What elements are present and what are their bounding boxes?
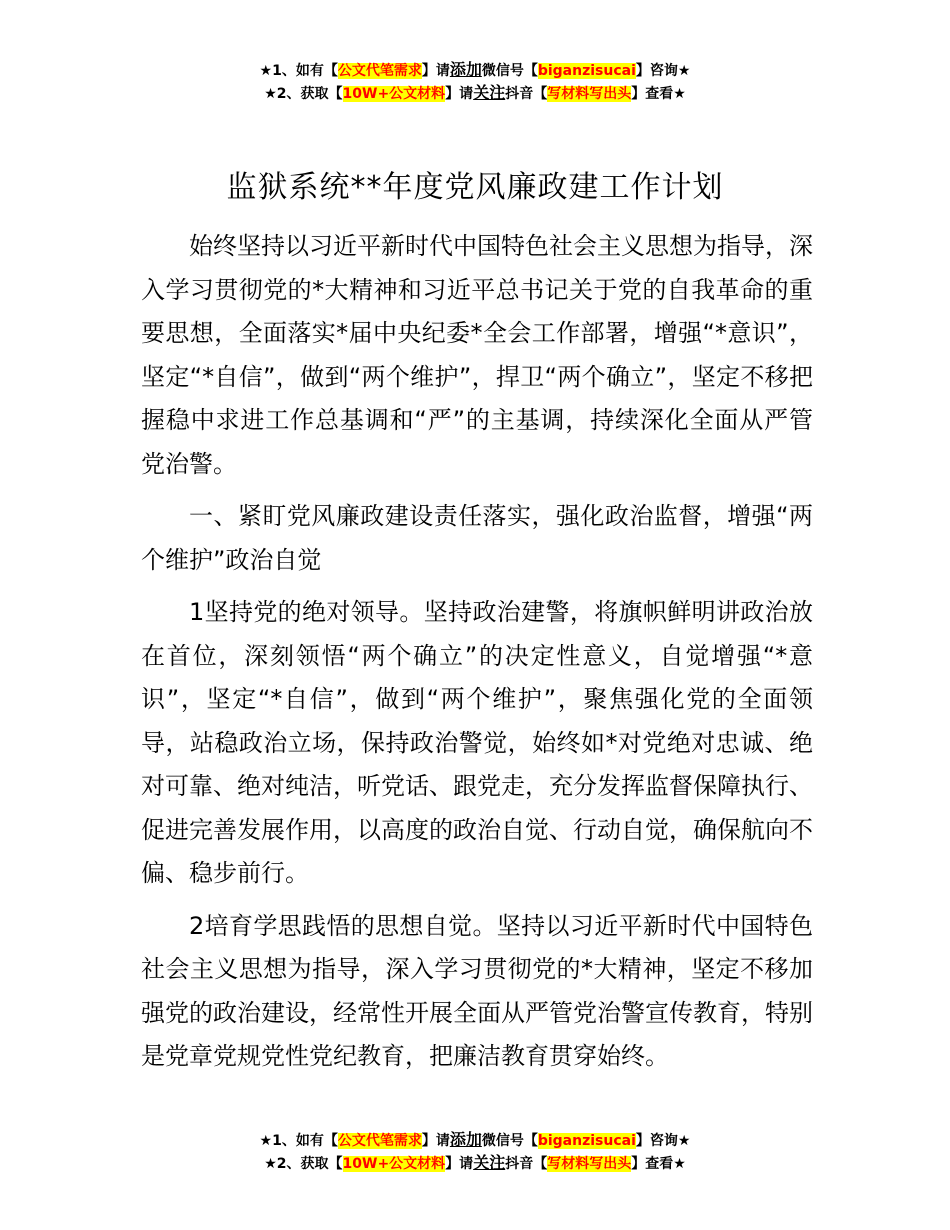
emphasis-add: 添加 bbox=[449, 1130, 482, 1149]
document-title: 监狱系统**年度党风廉政建工作计划 bbox=[226, 170, 724, 205]
promo-line-1: ★1、如有【公文代笔需求】请添加微信号【biganzisucai】咨询★ bbox=[259, 1130, 691, 1149]
document-body bbox=[141, 225, 813, 1088]
highlight-materials: 10W+公文材料 bbox=[342, 86, 446, 102]
paragraph-item-1: 1坚持党的绝对领导。坚持政治建警，将旗帜鲜明讲政治放在首位，深刻领悟“两个确立”的决定性意义，自觉增强“*意识”，坚定“*自信”，做到“两个维护”，聚焦强化党的全面领导，站稳政治立场，保持政治警觉，始终如*对党绝对忠诚、绝对可靠、绝对纯洁，听党话、跟党走，充分发挥监督保障执行、促进完善发展作用，以高度的政治自觉、行动自觉，确保航向不偏、稳步前行。 bbox=[141, 598, 813, 887]
section-heading-1: 一、紧盯党风廉政建设责任落实，强化政治监督，增强“两个维护”政治自觉 bbox=[141, 502, 813, 574]
promo-banner-top bbox=[0, 59, 950, 105]
highlight-materials: 10W+公文材料 bbox=[342, 1156, 446, 1172]
promo-line-2: ★2、获取【10W+公文材料】请关注抖音【写材料写出头】查看★ bbox=[264, 1153, 686, 1172]
promo-line-2: ★2、获取【10W+公文材料】请关注抖音【写材料写出头】查看★ bbox=[264, 83, 686, 102]
highlight-wechat-id: biganzisucai bbox=[537, 63, 636, 79]
emphasis-follow: 关注 bbox=[473, 83, 506, 102]
highlight-douyin: 写材料写出头 bbox=[547, 86, 632, 102]
highlight-service: 公文代笔需求 bbox=[337, 63, 422, 79]
highlight-wechat-id: biganzisucai bbox=[537, 1133, 636, 1149]
paragraph-intro: 始终坚持以习近平新时代中国特色社会主义思想为指导，深入学习贯彻党的*大精神和习近平总书记关于党的自我革命的重要思想，全面落实*届中央纪委*全会工作部署，增强“*意识”，坚定“*自信”，做到“两个维护”，捍卫“两个确立”，坚定不移把握稳中求进工作总基调和“严”的主基调，持续深化全面从严管党治警。 bbox=[141, 232, 813, 478]
highlight-service: 公文代笔需求 bbox=[337, 1133, 422, 1149]
promo-banner-bottom bbox=[0, 1129, 950, 1175]
promo-line-1: ★1、如有【公文代笔需求】请添加微信号【biganzisucai】咨询★ bbox=[259, 60, 691, 79]
paragraph-item-2: 2培育学思践悟的思想自觉。坚持以习近平新时代中国特色社会主义思想为指导，深入学习贯彻党的*大精神，坚定不移加强党的政治建设，经常性开展全面从严管党治警宣传教育，特别是党章党规党性党纪教育，把廉洁教育贯穿始终。 bbox=[141, 911, 813, 1070]
emphasis-add: 添加 bbox=[449, 60, 482, 79]
highlight-douyin: 写材料写出头 bbox=[547, 1156, 632, 1172]
emphasis-follow: 关注 bbox=[473, 1153, 506, 1172]
